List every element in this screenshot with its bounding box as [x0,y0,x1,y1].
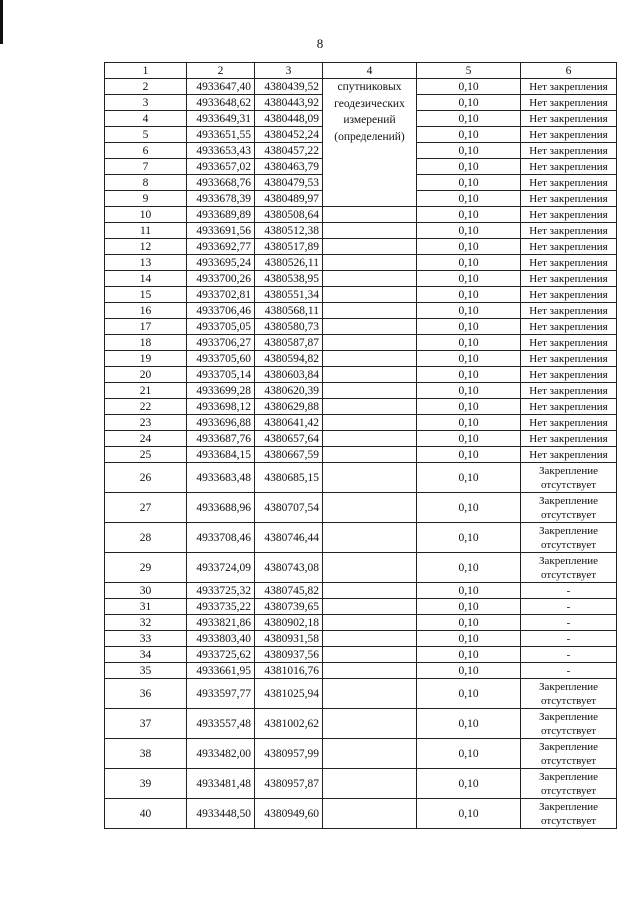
x-coordinate-cell: 4933687,76 [187,431,255,447]
table-row [105,271,617,287]
accuracy-cell: 0,10 [417,553,521,583]
x-coordinate-cell: 4933821,86 [187,615,255,631]
x-coordinate-cell: 4933724,09 [187,553,255,583]
accuracy-cell: 0,10 [417,415,521,431]
y-coordinate-cell: 4381025,94 [255,679,323,709]
point-number-cell: 4 [105,111,187,127]
fixing-description-cell: Закрепление отсутствует [521,739,617,769]
accuracy-cell: 0,10 [417,447,521,463]
fixing-description-cell: Нет закрепления [521,255,617,271]
fixing-description-cell: - [521,615,617,631]
point-number-cell: 30 [105,583,187,599]
accuracy-cell: 0,10 [417,111,521,127]
point-number-cell: 34 [105,647,187,663]
x-coordinate-cell: 4933648,62 [187,95,255,111]
table-row [105,223,617,239]
fixing-description-cell: Закрепление отсутствует [521,709,617,739]
fixing-description-cell: Нет закрепления [521,111,617,127]
fixing-description-cell: Нет закрепления [521,143,617,159]
table-row [105,319,617,335]
x-coordinate-cell: 4933706,27 [187,335,255,351]
fixing-description-cell: - [521,599,617,615]
y-coordinate-cell: 4380439,52 [255,79,323,95]
point-number-cell: 9 [105,191,187,207]
accuracy-cell: 0,10 [417,95,521,111]
method-cell-empty [323,463,417,493]
x-coordinate-cell: 4933448,50 [187,799,255,829]
table-row [105,239,617,255]
accuracy-cell: 0,10 [417,663,521,679]
x-coordinate-cell: 4933702,81 [187,287,255,303]
accuracy-cell: 0,10 [417,207,521,223]
accuracy-cell: 0,10 [417,383,521,399]
fixing-description-cell: Закрепление отсутствует [521,493,617,523]
method-cell-empty [323,647,417,663]
y-coordinate-cell: 4380580,73 [255,319,323,335]
x-coordinate-cell: 4933708,46 [187,523,255,553]
method-cell-empty [323,239,417,255]
fixing-description-cell: Закрепление отсутствует [521,769,617,799]
y-coordinate-cell: 4380957,99 [255,739,323,769]
fixing-description-cell: - [521,583,617,599]
y-coordinate-cell: 4380745,82 [255,583,323,599]
y-coordinate-cell: 4380463,79 [255,159,323,175]
fixing-description-cell: Закрепление отсутствует [521,799,617,829]
y-coordinate-cell: 4380629,88 [255,399,323,415]
fixing-description-cell: - [521,631,617,647]
method-cell-empty [323,583,417,599]
x-coordinate-cell: 4933651,55 [187,127,255,143]
fixing-description-cell: Нет закрепления [521,447,617,463]
table-row [105,431,617,447]
fixing-description-cell: Нет закрепления [521,415,617,431]
fixing-description-cell: Нет закрепления [521,95,617,111]
point-number-cell: 38 [105,739,187,769]
table-row [105,679,617,709]
x-coordinate-cell: 4933705,14 [187,367,255,383]
accuracy-cell: 0,10 [417,159,521,175]
method-cell-empty [323,399,417,415]
column-header: 2 [187,63,255,79]
fixing-description-cell: Нет закрепления [521,191,617,207]
x-coordinate-cell: 4933725,62 [187,647,255,663]
method-cell-empty [323,799,417,829]
point-number-cell: 24 [105,431,187,447]
table-row [105,739,617,769]
fixing-description-cell: Нет закрепления [521,159,617,175]
column-header: 1 [105,63,187,79]
point-number-cell: 5 [105,127,187,143]
accuracy-cell: 0,10 [417,175,521,191]
x-coordinate-cell: 4933668,76 [187,175,255,191]
x-coordinate-cell: 4933481,48 [187,769,255,799]
fixing-description-cell: Нет закрепления [521,79,617,95]
table-row [105,367,617,383]
method-cell-empty [323,223,417,239]
y-coordinate-cell: 4380551,34 [255,287,323,303]
fixing-description-cell: Нет закрепления [521,207,617,223]
method-cell: спутниковых геодезических измерений (определений) [323,79,417,207]
table-row [105,599,617,615]
x-coordinate-cell: 4933689,89 [187,207,255,223]
fixing-description-cell: Нет закрепления [521,351,617,367]
y-coordinate-cell: 4380667,59 [255,447,323,463]
table-row [105,399,617,415]
y-coordinate-cell: 4380743,08 [255,553,323,583]
point-number-cell: 31 [105,599,187,615]
table-row [105,493,617,523]
point-number-cell: 16 [105,303,187,319]
method-cell-empty [323,287,417,303]
point-number-cell: 27 [105,493,187,523]
method-cell-empty [323,271,417,287]
accuracy-cell: 0,10 [417,463,521,493]
column-header: 3 [255,63,323,79]
table-row [105,709,617,739]
y-coordinate-cell: 4380641,42 [255,415,323,431]
accuracy-cell: 0,10 [417,367,521,383]
point-number-cell: 37 [105,709,187,739]
accuracy-cell: 0,10 [417,143,521,159]
y-coordinate-cell: 4380457,22 [255,143,323,159]
accuracy-cell: 0,10 [417,351,521,367]
fixing-description-cell: Нет закрепления [521,335,617,351]
point-number-cell: 17 [105,319,187,335]
point-number-cell: 3 [105,95,187,111]
x-coordinate-cell: 4933661,95 [187,663,255,679]
accuracy-cell: 0,10 [417,799,521,829]
table-row [105,303,617,319]
point-number-cell: 36 [105,679,187,709]
column-header: 4 [323,63,417,79]
y-coordinate-cell: 4380443,92 [255,95,323,111]
x-coordinate-cell: 4933688,96 [187,493,255,523]
x-coordinate-cell: 4933691,56 [187,223,255,239]
y-coordinate-cell: 4380517,89 [255,239,323,255]
point-number-cell: 26 [105,463,187,493]
y-coordinate-cell: 4380479,53 [255,175,323,191]
method-cell-empty [323,615,417,631]
fixing-description-cell: - [521,663,617,679]
table-row [105,523,617,553]
accuracy-cell: 0,10 [417,647,521,663]
point-number-cell: 11 [105,223,187,239]
y-coordinate-cell: 4380685,15 [255,463,323,493]
method-cell-empty [323,431,417,447]
point-number-cell: 29 [105,553,187,583]
x-coordinate-cell: 4933803,40 [187,631,255,647]
accuracy-cell: 0,10 [417,399,521,415]
accuracy-cell: 0,10 [417,191,521,207]
table-body [105,79,617,829]
y-coordinate-cell: 4380587,87 [255,335,323,351]
column-header: 5 [417,63,521,79]
point-number-cell: 33 [105,631,187,647]
y-coordinate-cell: 4380931,58 [255,631,323,647]
point-number-cell: 15 [105,287,187,303]
method-cell-empty [323,367,417,383]
accuracy-cell: 0,10 [417,319,521,335]
x-coordinate-cell: 4933597,77 [187,679,255,709]
fixing-description-cell: Нет закрепления [521,175,617,191]
method-cell-empty [323,553,417,583]
y-coordinate-cell: 4380568,11 [255,303,323,319]
x-coordinate-cell: 4933649,31 [187,111,255,127]
y-coordinate-cell: 4381002,62 [255,709,323,739]
accuracy-cell: 0,10 [417,127,521,143]
table-row [105,255,617,271]
point-number-cell: 2 [105,79,187,95]
accuracy-cell: 0,10 [417,583,521,599]
point-number-cell: 14 [105,271,187,287]
fixing-description-cell: Нет закрепления [521,383,617,399]
x-coordinate-cell: 4933647,40 [187,79,255,95]
table-row [105,383,617,399]
method-cell-empty [323,769,417,799]
point-number-cell: 6 [105,143,187,159]
table-row [105,287,617,303]
method-cell-empty [323,599,417,615]
point-number-cell: 10 [105,207,187,223]
x-coordinate-cell: 4933698,12 [187,399,255,415]
accuracy-cell: 0,10 [417,631,521,647]
method-cell-empty [323,663,417,679]
method-cell-empty [323,207,417,223]
method-cell-empty [323,709,417,739]
x-coordinate-cell: 4933678,39 [187,191,255,207]
method-cell-empty [323,335,417,351]
method-cell-empty [323,383,417,399]
accuracy-cell: 0,10 [417,287,521,303]
accuracy-cell: 0,10 [417,523,521,553]
accuracy-cell: 0,10 [417,303,521,319]
fixing-description-cell: Нет закрепления [521,271,617,287]
x-coordinate-cell: 4933735,22 [187,599,255,615]
fixing-description-cell: Нет закрепления [521,319,617,335]
accuracy-cell: 0,10 [417,79,521,95]
y-coordinate-cell: 4380512,38 [255,223,323,239]
method-cell-empty [323,493,417,523]
y-coordinate-cell: 4380707,54 [255,493,323,523]
y-coordinate-cell: 4380594,82 [255,351,323,367]
method-cell-empty [323,447,417,463]
table-row [105,647,617,663]
method-cell-empty [323,351,417,367]
y-coordinate-cell: 4380448,09 [255,111,323,127]
fixing-description-cell: Закрепление отсутствует [521,523,617,553]
point-number-cell: 35 [105,663,187,679]
y-coordinate-cell: 4381016,76 [255,663,323,679]
y-coordinate-cell: 4380902,18 [255,615,323,631]
x-coordinate-cell: 4933653,43 [187,143,255,159]
table-row [105,583,617,599]
y-coordinate-cell: 4380508,64 [255,207,323,223]
x-coordinate-cell: 4933700,26 [187,271,255,287]
method-cell-empty [323,631,417,647]
x-coordinate-cell: 4933705,60 [187,351,255,367]
x-coordinate-cell: 4933706,46 [187,303,255,319]
point-number-cell: 13 [105,255,187,271]
y-coordinate-cell: 4380949,60 [255,799,323,829]
table-row [105,463,617,493]
table-row [105,615,617,631]
fixing-description-cell: Закрепление отсутствует [521,463,617,493]
fixing-description-cell: Закрепление отсутствует [521,679,617,709]
x-coordinate-cell: 4933482,00 [187,739,255,769]
table-row [105,207,617,223]
point-number-cell: 25 [105,447,187,463]
accuracy-cell: 0,10 [417,335,521,351]
fixing-description-cell: Нет закрепления [521,367,617,383]
x-coordinate-cell: 4933557,48 [187,709,255,739]
table-row [105,631,617,647]
accuracy-cell: 0,10 [417,739,521,769]
fixing-description-cell: Нет закрепления [521,287,617,303]
y-coordinate-cell: 4380452,24 [255,127,323,143]
table-row [105,335,617,351]
accuracy-cell: 0,10 [417,271,521,287]
table-row [105,663,617,679]
point-number-cell: 18 [105,335,187,351]
table-row [105,769,617,799]
table-row [105,447,617,463]
point-number-cell: 32 [105,615,187,631]
x-coordinate-cell: 4933684,15 [187,447,255,463]
y-coordinate-cell: 4380937,56 [255,647,323,663]
fixing-description-cell: Нет закрепления [521,127,617,143]
accuracy-cell: 0,10 [417,769,521,799]
method-cell-empty [323,255,417,271]
table-row [105,553,617,583]
y-coordinate-cell: 4380957,87 [255,769,323,799]
method-cell-empty [323,679,417,709]
fixing-description-cell: Нет закрепления [521,303,617,319]
accuracy-cell: 0,10 [417,709,521,739]
accuracy-cell: 0,10 [417,431,521,447]
y-coordinate-cell: 4380739,65 [255,599,323,615]
y-coordinate-cell: 4380657,64 [255,431,323,447]
table-row [105,415,617,431]
point-number-cell: 39 [105,769,187,799]
point-number-cell: 40 [105,799,187,829]
y-coordinate-cell: 4380746,44 [255,523,323,553]
accuracy-cell: 0,10 [417,493,521,523]
y-coordinate-cell: 4380526,11 [255,255,323,271]
y-coordinate-cell: 4380538,95 [255,271,323,287]
accuracy-cell: 0,10 [417,615,521,631]
page-number: 8 [316,36,324,51]
fixing-description-cell: Нет закрепления [521,399,617,415]
fixing-description-cell: Нет закрепления [521,431,617,447]
x-coordinate-cell: 4933657,02 [187,159,255,175]
point-number-cell: 22 [105,399,187,415]
y-coordinate-cell: 4380603,84 [255,367,323,383]
table-row [105,79,617,95]
x-coordinate-cell: 4933696,88 [187,415,255,431]
accuracy-cell: 0,10 [417,255,521,271]
table-row [105,799,617,829]
method-cell-empty [323,303,417,319]
accuracy-cell: 0,10 [417,239,521,255]
method-cell-empty [323,739,417,769]
accuracy-cell: 0,10 [417,679,521,709]
point-number-cell: 19 [105,351,187,367]
accuracy-cell: 0,10 [417,599,521,615]
point-number-cell: 21 [105,383,187,399]
column-header: 6 [521,63,617,79]
fixing-description-cell: Нет закрепления [521,223,617,239]
point-number-cell: 23 [105,415,187,431]
x-coordinate-cell: 4933692,77 [187,239,255,255]
point-number-cell: 28 [105,523,187,553]
method-cell-empty [323,523,417,553]
point-number-cell: 7 [105,159,187,175]
table-header-row [105,63,617,79]
point-number-cell: 8 [105,175,187,191]
accuracy-cell: 0,10 [417,223,521,239]
x-coordinate-cell: 4933695,24 [187,255,255,271]
x-coordinate-cell: 4933725,32 [187,583,255,599]
coordinates-table [104,62,617,829]
fixing-description-cell: - [521,647,617,663]
y-coordinate-cell: 4380489,97 [255,191,323,207]
point-number-cell: 12 [105,239,187,255]
fixing-description-cell: Нет закрепления [521,239,617,255]
method-cell-empty [323,415,417,431]
x-coordinate-cell: 4933683,48 [187,463,255,493]
x-coordinate-cell: 4933705,05 [187,319,255,335]
table-row [105,351,617,367]
x-coordinate-cell: 4933699,28 [187,383,255,399]
fixing-description-cell: Закрепление отсутствует [521,553,617,583]
point-number-cell: 20 [105,367,187,383]
method-cell-empty [323,319,417,335]
y-coordinate-cell: 4380620,39 [255,383,323,399]
